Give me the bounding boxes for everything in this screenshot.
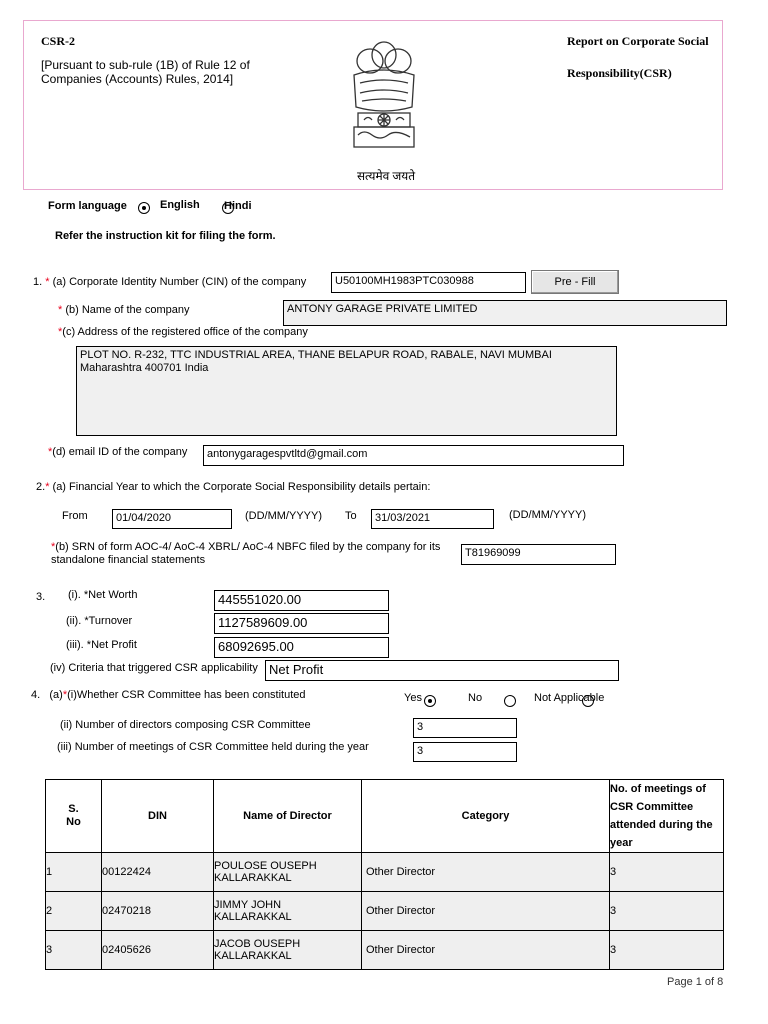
table-row [46,892,724,931]
row-din: 00122424 [102,853,214,892]
form-code: CSR-2 [41,34,76,48]
net-profit-input[interactable]: 68092695.00 [214,637,389,658]
rule-reference: [Pursuant to sub-rule (1B) of Rule 12 of Companies (Accounts) Rules, 2014] [41,58,250,86]
meetings-count-label: (iii) Number of meetings of CSR Committee held during the year [57,741,369,753]
committee-yes-label: Yes [404,692,422,704]
q1b-label: * (b) Name of the company [58,304,190,316]
turnover-label: (ii). *Turnover [66,615,133,627]
net-profit-label: (iii). *Net Profit [66,639,137,651]
to-label: To [345,510,357,522]
sno-header: S. No [46,780,102,853]
committee-no-radio[interactable] [504,695,516,707]
director-name-header: Name of Director [214,780,362,853]
report-title-line2: Responsibility(CSR) [567,66,672,80]
cin-input[interactable]: U50100MH1983PTC030988 [331,272,526,293]
committee-no-label: No [468,692,483,704]
to-date-format: (DD/MM/YYYY) [509,509,586,521]
committee-na-label: Not Applicable [534,692,605,704]
directors-count-label: (ii) Number of directors composing CSR Committee [60,719,311,731]
table-row [46,853,724,892]
row-meetings: 3 [610,931,724,970]
form-language-label: Form language [48,200,127,212]
meetings-count-input[interactable]: 3 [413,742,517,762]
criteria-input[interactable]: Net Profit [265,660,619,681]
email-input[interactable]: antonygaragespvtltd@gmail.com [203,445,624,466]
address-textarea[interactable]: PLOT NO. R-232, TTC INDUSTRIAL AREA, THANE BELAPUR ROAD, RABALE, NAVI MUMBAI Maharashtra 400701 India [76,346,617,436]
state-emblem-icon [324,35,444,155]
row-category: Other Director [362,892,610,931]
row-din: 02470218 [102,892,214,931]
q2b-label: *(b) SRN of form AOC-4/ AoC-4 XBRL/ AoC-4 NBFC filed by the company for its standalone financial statements [51,541,441,566]
row-director-name: JIMMY JOHN KALLARAKKAL [214,892,362,931]
net-worth-input[interactable]: 445551020.00 [214,590,389,611]
din-header: DIN [102,780,214,853]
category-header: Category [362,780,610,853]
meetings-attended-header: No. of meetings of CSR Committee attended during the year [610,780,724,853]
to-date-input[interactable]: 31/03/2021 [371,509,494,529]
report-title-line1: Report on Corporate Social [567,34,709,48]
company-name-input[interactable]: ANTONY GARAGE PRIVATE LIMITED [283,300,727,326]
directors-table [45,779,724,970]
q2a-label: 2.* (a) Financial Year to which the Corporate Social Responsibility details pertain: [36,481,431,493]
srn-input[interactable]: T81969099 [461,544,616,565]
table-header-row [46,780,724,853]
q3-number: 3. [36,591,46,603]
row-meetings: 3 [610,853,724,892]
row-meetings: 3 [610,892,724,931]
row-sno: 3 [46,931,102,970]
row-sno: 1 [46,853,102,892]
row-category: Other Director [362,931,610,970]
instruction-text: Refer the instruction kit for filing the form. [55,230,276,242]
row-director-name: POULOSE OUSEPH KALLARAKKAL [214,853,362,892]
english-label: English [160,199,200,211]
form-header [23,20,723,190]
turnover-input[interactable]: 1127589609.00 [214,613,389,634]
from-date-format: (DD/MM/YYYY) [245,510,322,522]
q1d-label: *(d) email ID of the company [48,446,188,458]
committee-yes-radio[interactable] [424,695,436,707]
q1c-label: *(c) Address of the registered office of the company [58,326,308,338]
q4-label: 4. (a)*(i)Whether CSR Committee has been constituted [31,689,306,701]
national-motto: सत्यमेव जयते [356,169,416,183]
prefill-button[interactable]: Pre - Fill [531,270,619,294]
q1-number: 1. * (a) Corporate Identity Number (CIN) of the company [33,276,307,288]
row-din: 02405626 [102,931,214,970]
row-director-name: JACOB OUSEPH KALLARAKKAL [214,931,362,970]
table-row [46,931,724,970]
page-number: Page 1 of 8 [667,976,724,988]
from-label: From [62,510,88,522]
net-worth-label: (i). *Net Worth [68,589,138,601]
english-radio[interactable] [138,202,150,214]
from-date-input[interactable]: 01/04/2020 [112,509,232,529]
hindi-label: Hindi [224,200,252,212]
row-sno: 2 [46,892,102,931]
directors-count-input[interactable]: 3 [413,718,517,738]
criteria-label: (iv) Criteria that triggered CSR applicability [50,662,258,674]
row-category: Other Director [362,853,610,892]
